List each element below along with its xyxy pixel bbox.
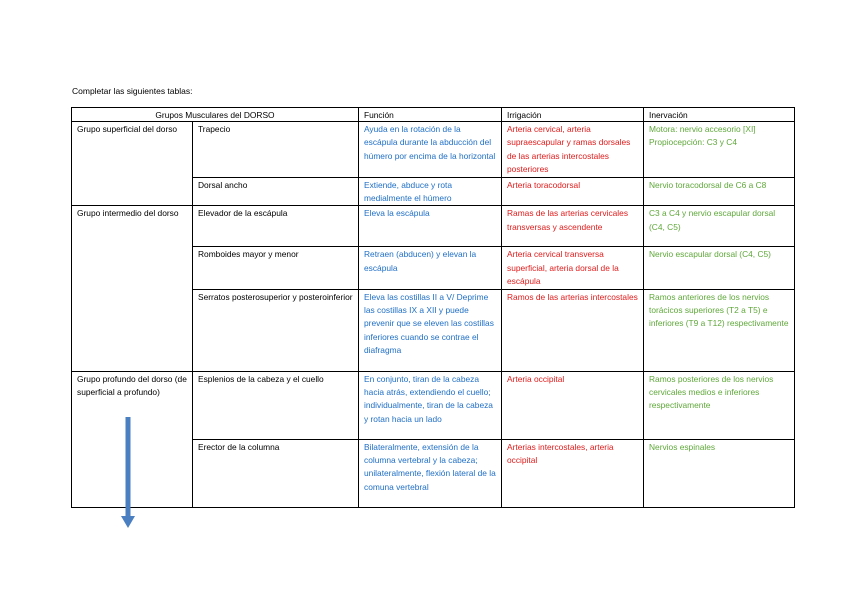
irrigation-cell: Arteria cervical transversa superficial, arteria dorsal de la escápula bbox=[502, 247, 644, 289]
instructions-text: Completar las siguientes tablas: bbox=[72, 86, 193, 96]
header-function: Función bbox=[359, 108, 502, 122]
group-cell: Grupo intermedio del dorso bbox=[72, 206, 193, 371]
irrigation-cell: Ramas de las arterias cervicales transversas y ascendente bbox=[502, 206, 644, 247]
innervation-cell: Ramos posteriores de los nervios cervicales medios e inferiores respectivamente bbox=[644, 371, 795, 439]
table-row bbox=[72, 122, 795, 178]
muscles-table bbox=[71, 107, 795, 508]
table-row bbox=[72, 371, 795, 439]
arrow-down-icon bbox=[121, 417, 135, 529]
muscle-cell: Trapecio bbox=[193, 122, 359, 178]
table-row bbox=[72, 206, 795, 247]
innervation-cell: Nervio toracodorsal de C6 a C8 bbox=[644, 177, 795, 206]
innervation-cell: Nervio escapular dorsal (C4, C5) bbox=[644, 247, 795, 289]
innervation-cell: C3 a C4 y nervio escapular dorsal (C4, C5) bbox=[644, 206, 795, 247]
header-group: Grupos Musculares del DORSO bbox=[72, 108, 359, 122]
function-cell: Ayuda en la rotación de la escápula durante la abducción del húmero por encima de la horizontal bbox=[359, 122, 502, 178]
irrigation-cell: Arteria occipital bbox=[502, 371, 644, 439]
header-innervation: Inervación bbox=[644, 108, 795, 122]
muscle-cell: Dorsal ancho bbox=[193, 177, 359, 206]
muscle-cell: Esplenios de la cabeza y el cuello bbox=[193, 371, 359, 439]
innervation-cell: Ramos anteriores de los nervios torácicos superiores (T2 a T5) e inferiores (T9 a T12) respectivamente bbox=[644, 289, 795, 371]
function-cell: Eleva las costillas II a V/ Deprime las costillas IX a XII y puede prevenir que se eleven las costillas inferiores cuando se contrae el diafragma bbox=[359, 289, 502, 371]
function-cell: Retraen (abducen) y elevan la escápula bbox=[359, 247, 502, 289]
function-cell: Extiende, abduce y rota medialmente el húmero bbox=[359, 177, 502, 206]
muscle-cell: Erector de la columna bbox=[193, 439, 359, 507]
muscle-cell: Romboides mayor y menor bbox=[193, 247, 359, 289]
irrigation-cell: Ramos de las arterias intercostales bbox=[502, 289, 644, 371]
irrigation-cell: Arterias intercostales, arteria occipital bbox=[502, 439, 644, 507]
muscle-cell: Serratos posterosuperior y posteroinferior bbox=[193, 289, 359, 371]
function-cell: Eleva la escápula bbox=[359, 206, 502, 247]
irrigation-cell: Arteria cervical, arteria supraescapular y ramas dorsales de las arterias intercostales posteriores bbox=[502, 122, 644, 178]
muscle-cell: Elevador de la escápula bbox=[193, 206, 359, 247]
function-cell: Bilateralmente, extensión de la columna vertebral y la cabeza; unilateralmente, flexión lateral de la comuna vertebral bbox=[359, 439, 502, 507]
innervation-cell: Motora: nervio accesorio [XI] Propiocepción: C3 y C4 bbox=[644, 122, 795, 178]
header-irrigation: Irrigación bbox=[502, 108, 644, 122]
function-cell: En conjunto, tiran de la cabeza hacia atrás, extendiendo el cuello; individualmente, tiran de la cabeza y rotan hacia un lado bbox=[359, 371, 502, 439]
group-cell: Grupo superficial del dorso bbox=[72, 122, 193, 206]
irrigation-cell: Arteria toracodorsal bbox=[502, 177, 644, 206]
header-row bbox=[72, 108, 795, 122]
innervation-cell: Nervios espinales bbox=[644, 439, 795, 507]
group-cell: Grupo profundo del dorso (de superficial a profundo) bbox=[72, 371, 193, 507]
